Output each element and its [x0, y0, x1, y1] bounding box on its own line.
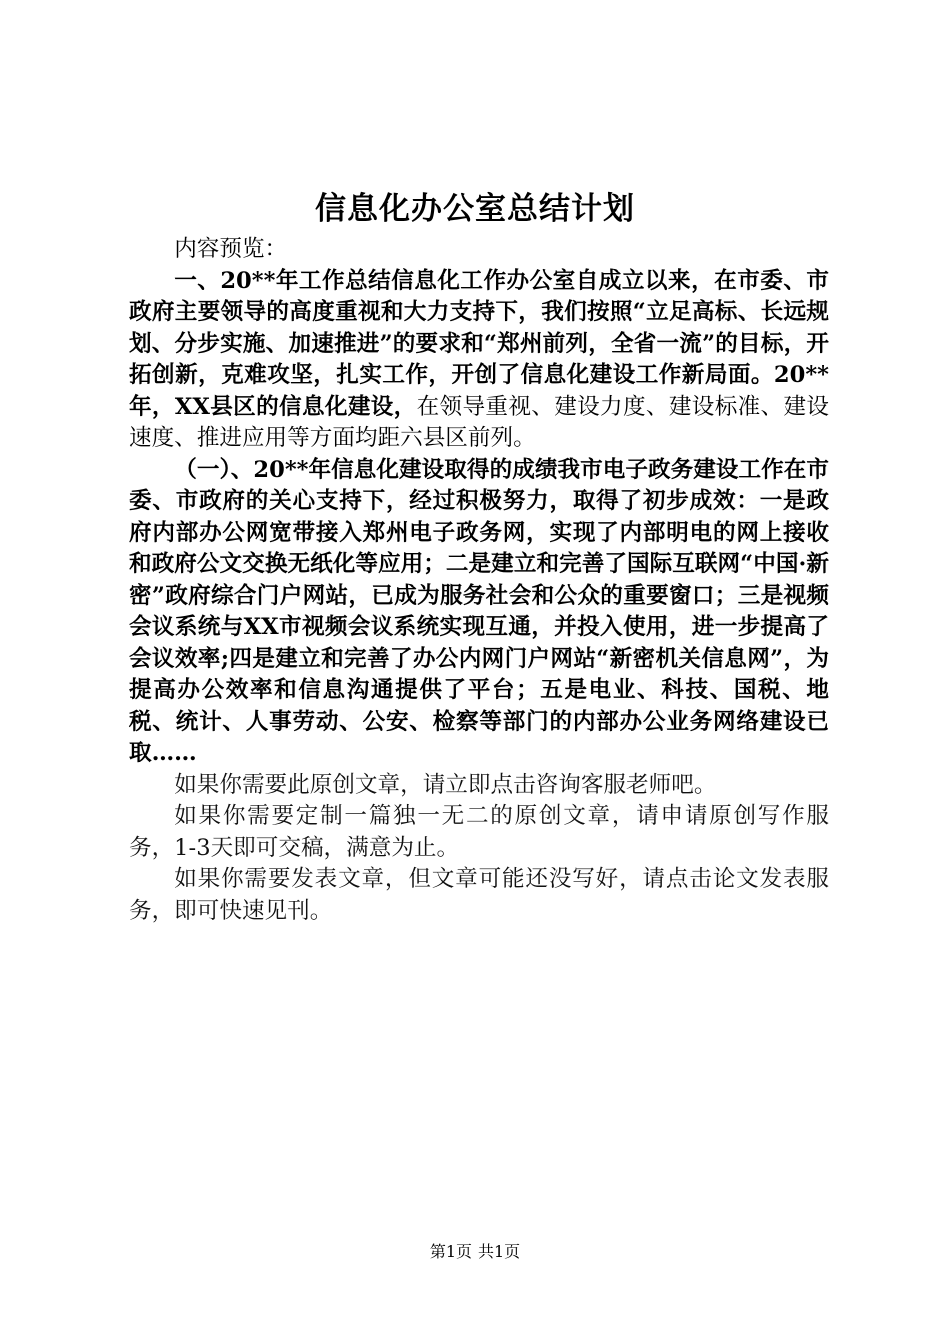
- document-title: 信息化办公室总结计划: [315, 191, 635, 227]
- paragraph-achievements: （一）、20**年信息化建设取得的成绩我市电子政务建设工作在市委、市政府的关心支持下，经过积极努力，取得了初步成效：一是政府内部办公网宽带接入郑州电子政务网，实现了内部明电的网上接收和政府公文交换无纸化等应用；二是建立和完善了国际互联网“中国·新密”政府综合门户网站，已成为服务社会和公众的重要窗口；三是视频会议系统与XX市视频会议系统实现互通，并投入使用，进一步提高了会议效率;四是建立和完善了办公内网门户网站“新密机关信息网”，为提高办公效率和信息沟通提供了平台；五是电业、科技、国税、地税、统计、人事劳动、公安、检察等部门的内部办公业务网络建设已取……: [129, 456, 829, 766]
- paragraph-summary: [129, 266, 829, 455]
- paragraph-summary-bold-text: 一、20**年工作总结信息化工作办公室自成立以来，在市委、市政府主要领导的高度重视和大力支持下，我们按照“立足高标、长远规划、分步实施、加速推进”的要求和“郑州前列，全省一流”的目标，开拓创新，克难攻坚，扎实工作，开创了信息化建设工作新局面。20**年，XX县区的信息化建设，: [129, 267, 829, 420]
- page-number-total: 共1页: [478, 1242, 521, 1261]
- preview-label: 内容预览：: [174, 236, 288, 262]
- document-body: [129, 234, 829, 927]
- page-number-current: 第1页: [429, 1242, 472, 1261]
- page-footer: [0, 1240, 950, 1264]
- notice-consult: 如果你需要此原创文章，请立即点击咨询客服老师吧。: [174, 771, 717, 798]
- notice-custom-writing: 如果你需要定制一篇独一无二的原创文章，请申请原创写作服务，1-3天即可交稿，满意为止。: [129, 803, 829, 861]
- notice-publishing: 如果你需要发表文章，但文章可能还没写好，请点击论文发表服务，即可快速见刊。: [129, 866, 829, 924]
- paragraph-summary-light-text: 在领导重视、建设力度、建设标准、建设速度、推进应用等方面均距六县区前列。: [129, 393, 830, 451]
